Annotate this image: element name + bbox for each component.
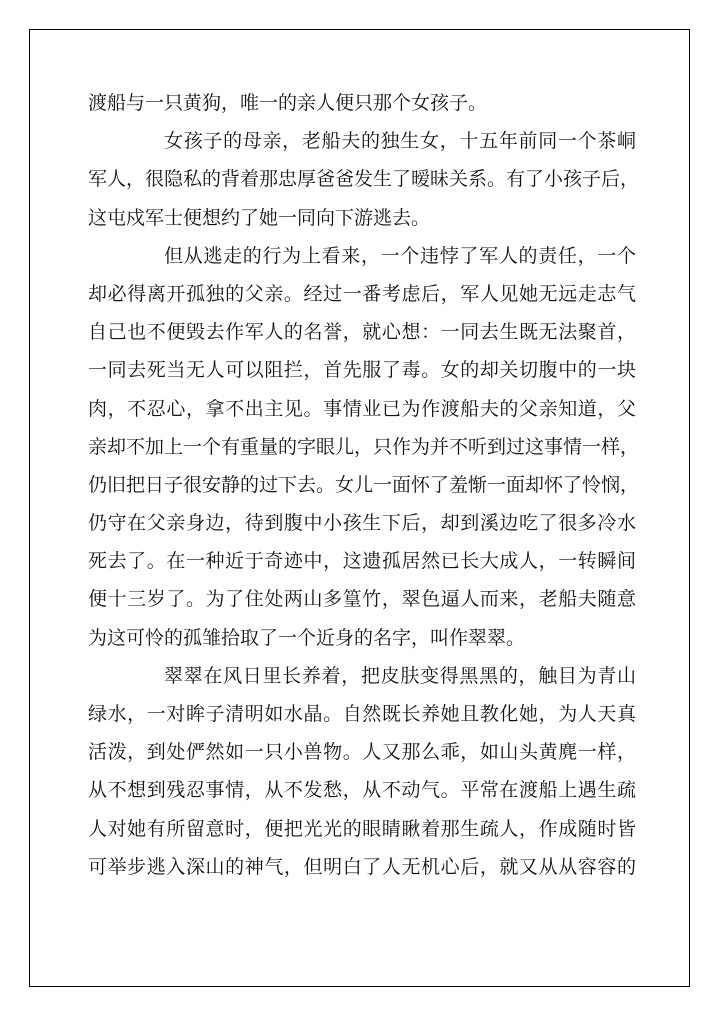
text-line: 亲却不加上一个有重量的字眼儿，只作为并不听到过这事情一样，: [88, 435, 640, 458]
text-line: 渡船与一只黄狗，唯一的亲人便只那个女孩子。: [88, 92, 488, 114]
text-line: 可举步逃入深山的神气，但明白了人无机心后，就又从从容容的: [88, 855, 636, 878]
text-line: 绿水，一对眸子清明如水晶。自然既长养她且教化她，为人天真: [88, 703, 636, 725]
text-line: 便十三岁了。为了住处两山多篁竹，翠色逼人而来，老船夫随意: [88, 588, 636, 611]
text-line: 却必得离开孤独的父亲。经过一番考虑后，军人见她无远走志气: [88, 282, 636, 305]
text-line: 自己也不便毁去作军人的名誉，就心想：一同去生既无法聚首，: [88, 321, 636, 344]
paragraph-2: [88, 122, 640, 237]
text-line: 女孩子的母亲，老船夫的独生女，十五年前同一个茶峒: [164, 130, 636, 153]
text-line: 仍旧把日子很安静的过下去。女儿一面怀了羞惭一面却怀了怜悯，: [88, 473, 640, 496]
text-line: 活泼，到处俨然如一只小兽物。人又那么乖，如山头黄麂一样，: [88, 741, 636, 764]
paragraph-4: [88, 657, 636, 886]
text-line: 这屯戍军士便想约了她一同向下游逃去。: [88, 206, 431, 229]
text-line: 但从逃走的行为上看来，一个违悖了军人的责任，一个: [164, 244, 636, 267]
text-line: 死去了。在一种近于奇迹中，这遗孤居然已长大成人，一转瞬间: [88, 550, 636, 573]
text-line: 军人，很隐私的背着那忠厚爸爸发生了暧昧关系。有了小孩子后，: [88, 168, 640, 191]
text-line: 仍守在父亲身边，待到腹中小孩生下后，却到溪边吃了很多冷水: [88, 512, 636, 535]
text-line: 肉，不忍心，拿不出主见。事情业已为作渡船夫的父亲知道，父: [88, 397, 636, 420]
text-line: 从不想到残忍事情，从不发愁，从不动气。平常在渡船上遇生疏: [88, 779, 636, 802]
text-line: 翠翠在风日里长养着，把皮肤变得黑黑的，触目为青山: [164, 664, 636, 687]
text-line: 一同去死当无人可以阻拦，首先服了毒。女的却关切腹中的一块: [88, 359, 636, 382]
paragraph-3: [88, 237, 640, 657]
paragraph-1: [88, 84, 636, 122]
document-body: [88, 84, 640, 886]
text-line: 人对她有所留意时，便把光光的眼睛瞅着那生疏人，作成随时皆: [88, 817, 636, 840]
text-line: 为这可怜的孤雏拾取了一个近身的名字，叫作翠翠。: [88, 626, 526, 649]
